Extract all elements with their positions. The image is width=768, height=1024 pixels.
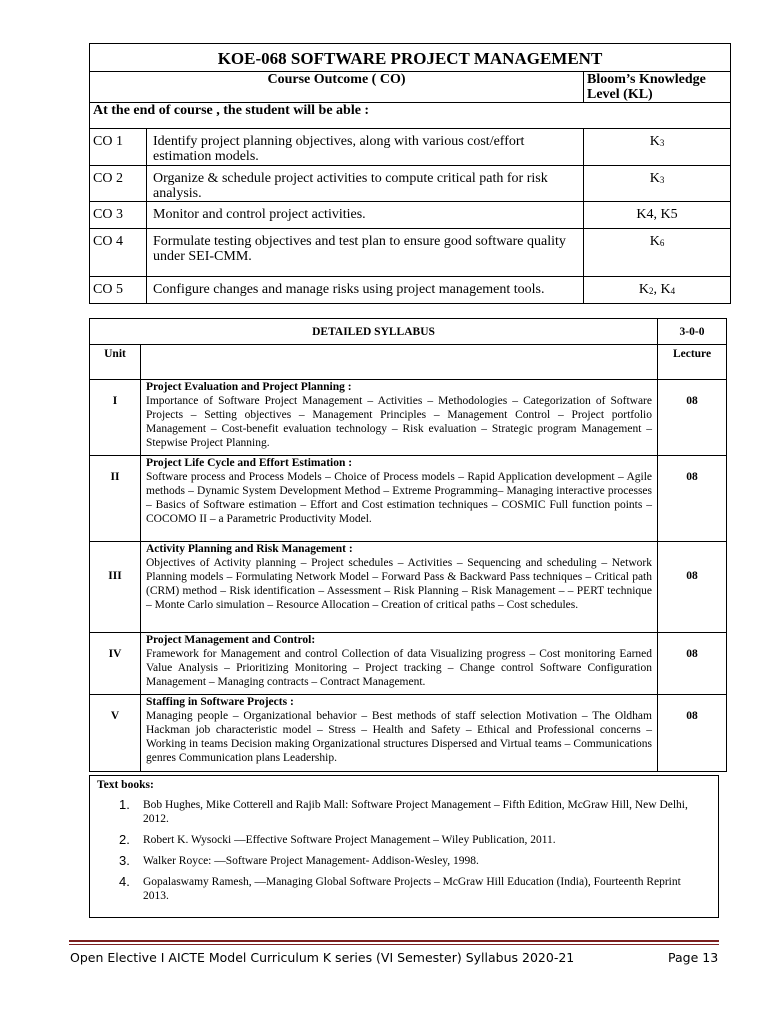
topics-header (141, 345, 658, 380)
list-item: 3. Walker Royce: —Software Project Management- Addison-Wesley, 1998. (119, 853, 479, 868)
unit-topics (141, 633, 658, 695)
unit-lectures: 08 (658, 695, 727, 772)
co-desc: Configure changes and manage risks using project management tools. (147, 277, 584, 304)
co-desc: Identify project planning objectives, along with various cost/effort estimation models. (147, 129, 584, 166)
unit-topics (141, 542, 658, 633)
co-kl: K6 (584, 229, 731, 277)
footer-text: Open Elective I AICTE Model Curriculum K series (VI Semester) Syllabus 2020-21 (70, 950, 575, 965)
co-kl: K4, K5 (584, 202, 731, 229)
unit-title: Project Management and Control: (146, 634, 316, 646)
syllabus-row (90, 633, 727, 695)
unit-number: II (90, 456, 141, 542)
co-id: CO 4 (90, 229, 147, 277)
kl-header: Bloom’s Knowledge Level (KL) (584, 72, 731, 103)
co-row (90, 277, 731, 304)
co-row (90, 229, 731, 277)
lecture-header: Lecture (658, 345, 727, 380)
unit-topics (141, 456, 658, 542)
co-kl: K3 (584, 129, 731, 166)
co-kl: K3 (584, 166, 731, 202)
list-item: 1. Bob Hughes, Mike Cotterell and Rajib Mall: Software Project Management – Fifth Edition, McGraw Hill, New Delhi, 2012. (119, 797, 688, 825)
co-row (90, 166, 731, 202)
syllabus-row (90, 380, 727, 456)
unit-header: Unit (90, 345, 141, 380)
unit-lectures: 08 (658, 633, 727, 695)
unit-title: Activity Planning and Risk Management : (146, 543, 353, 555)
text-books-box (89, 775, 719, 918)
co-desc: Organize & schedule project activities to compute critical path for risk analysis. (147, 166, 584, 202)
unit-body: Importance of Software Project Management – Activities – Methodologies – Categorization of Software Projects – Setting objectives – Management Principles – Management Control – Project portfolio Management – Cost-benefit evaluation technology – Risk evaluation – Strategic program Management – Stepwise Project Planning. (146, 395, 652, 449)
unit-topics (141, 380, 658, 456)
unit-number: V (90, 695, 141, 772)
syllabus-row (90, 456, 727, 542)
course-outcome-table (89, 43, 731, 304)
footer-rule (69, 940, 719, 942)
unit-topics (141, 695, 658, 772)
unit-number: IV (90, 633, 141, 695)
unit-title: Project Life Cycle and Effort Estimation : (146, 457, 353, 469)
syllabus-row (90, 542, 727, 633)
co-id: CO 3 (90, 202, 147, 229)
co-id: CO 5 (90, 277, 147, 304)
unit-number: III (90, 542, 141, 633)
unit-number: I (90, 380, 141, 456)
unit-lectures: 08 (658, 542, 727, 633)
co-intro: At the end of course , the student will be able : (90, 103, 731, 129)
unit-title: Project Evaluation and Project Planning : (146, 381, 352, 393)
co-id: CO 2 (90, 166, 147, 202)
co-id: CO 1 (90, 129, 147, 166)
footer-rule-thin (69, 944, 719, 945)
co-header: Course Outcome ( CO) (90, 72, 584, 103)
list-item: 2. Robert K. Wysocki —Effective Software Project Management – Wiley Publication, 2011. (119, 832, 556, 847)
unit-body: Managing people – Organizational behavior – Best methods of staff selection Motivation – The Oldham Hackman job characteristic model – Stress – Health and Safety – Ethical and Professional concerns – Working in teams Decision making Organizational structures Dispersed and Virtual teams – Communications genres Communication plans Leadership. (146, 710, 652, 764)
unit-lectures: 08 (658, 456, 727, 542)
page-number: Page 13 (668, 950, 719, 965)
unit-body: Objectives of Activity planning – Project schedules – Activities – Sequencing and scheduling – Network Planning models – Formulating Network Model – Forward Pass & Backward Pass techniques – Critical path (CRM) method – Risk identification – Assessment – Risk Planning – Risk Management – – PERT technique – Monte Carlo simulation – Resource Allocation – Creation of critical paths – Cost schedules. (146, 557, 652, 611)
syllabus-table (89, 318, 727, 772)
co-row (90, 129, 731, 166)
co-row (90, 202, 731, 229)
unit-lectures: 08 (658, 380, 727, 456)
co-kl: K2, K4 (584, 277, 731, 304)
unit-title: Staffing in Software Projects : (146, 696, 294, 708)
syllabus-row (90, 695, 727, 772)
text-books-title: Text books: (97, 779, 154, 791)
ltp: 3-0-0 (658, 319, 727, 345)
co-desc: Formulate testing objectives and test plan to ensure good software quality under SEI-CMM. (147, 229, 584, 277)
list-item: 4. Gopalaswamy Ramesh, —Managing Global Software Projects – McGraw Hill Education (India), Fourteenth Reprint 2013. (119, 874, 681, 902)
course-title: KOE-068 SOFTWARE PROJECT MANAGEMENT (90, 44, 731, 72)
co-desc: Monitor and control project activities. (147, 202, 584, 229)
unit-body: Software process and Process Models – Choice of Process models – Rapid Application development – Agile methods – Dynamic System Development Method – Extreme Programming– Managing interactive processes – Basics of Software estimation – Effort and Cost estimation techniques – COSMIC Full function points – COCOMO II – a Parametric Productivity Model. (146, 471, 652, 525)
text-books-list (115, 798, 705, 910)
unit-body: Framework for Management and control Collection of data Visualizing progress – Cost monitoring Earned Value Analysis – Prioritizing Monitoring – Project tracking – Change control Software Configuration Management – Managing contracts – Contract Management. (146, 648, 652, 688)
syllabus-title: DETAILED SYLLABUS (90, 319, 658, 345)
